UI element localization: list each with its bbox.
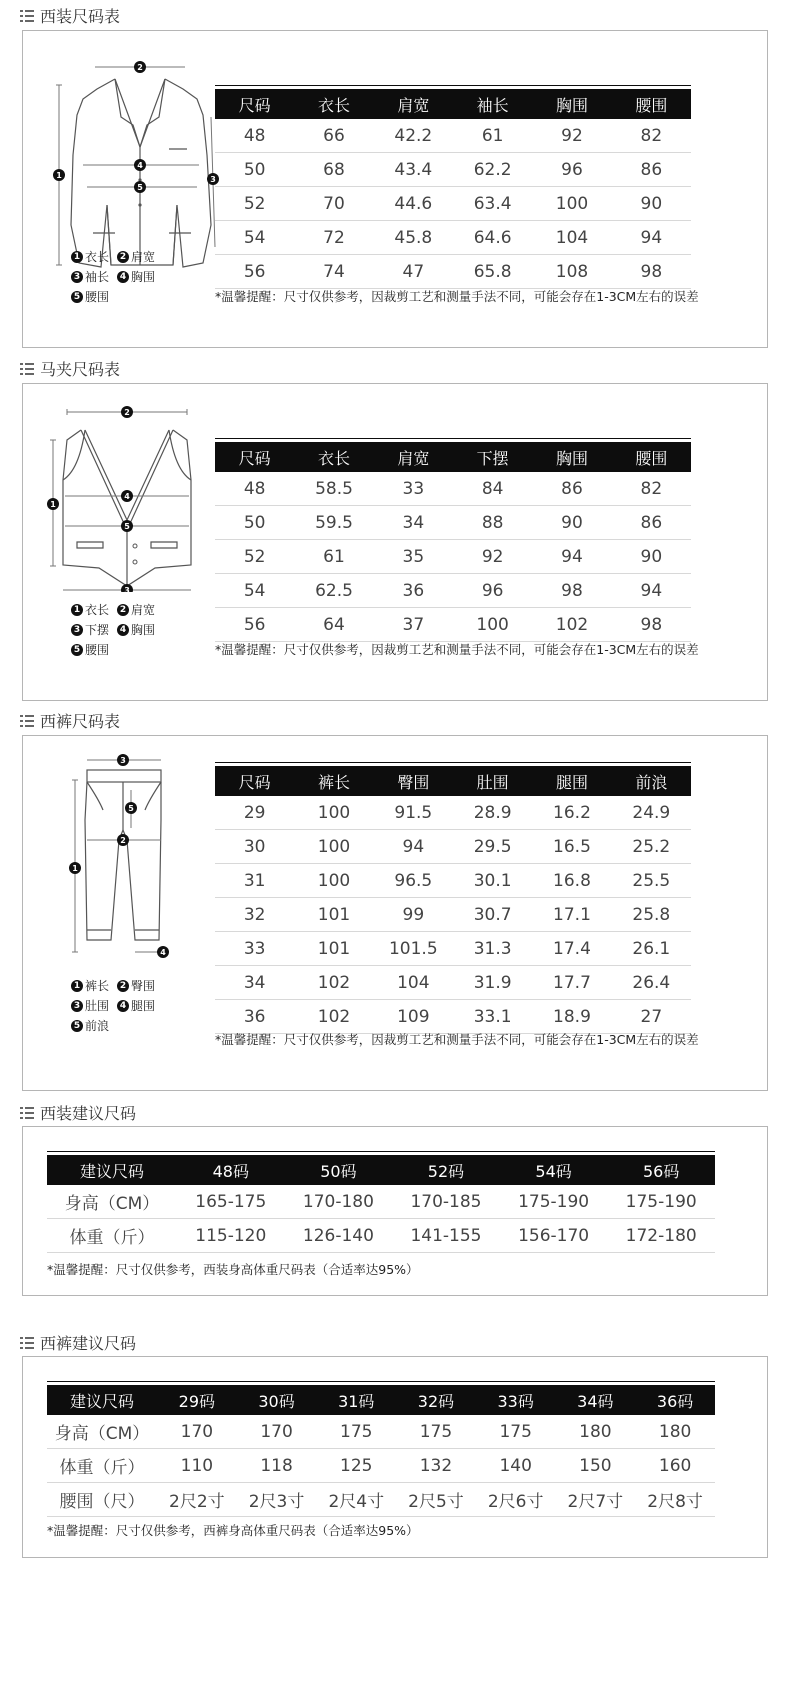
- legend-item: [71, 267, 109, 287]
- legend-item: [117, 247, 155, 267]
- legend-label: 袖长: [85, 270, 110, 284]
- table-header-cell: 33码: [476, 1385, 556, 1415]
- table-cell: 98: [612, 255, 691, 289]
- table-cell: 96: [532, 153, 611, 187]
- table-cell: 身高（CM）: [47, 1185, 177, 1219]
- table-row: [215, 255, 691, 289]
- table-cell: 180: [635, 1415, 715, 1449]
- table-cell: 102: [294, 1000, 373, 1034]
- table-row: [215, 608, 691, 642]
- table-header-cell: 52码: [392, 1155, 500, 1185]
- svg-text:1: 1: [50, 500, 56, 509]
- legend-label: 臀围: [131, 979, 156, 993]
- table-row: [215, 221, 691, 255]
- legend-label: 腰围: [85, 290, 110, 304]
- legend-item: [71, 640, 109, 660]
- list-icon: [20, 1337, 34, 1349]
- table-header-row: [215, 766, 691, 796]
- table-cell: 62.2: [453, 153, 532, 187]
- suit-size-table: [215, 85, 691, 289]
- list-icon: [20, 1107, 34, 1119]
- svg-text:4: 4: [160, 948, 166, 957]
- list-icon: [20, 363, 34, 375]
- table-cell: 94: [532, 540, 611, 574]
- table-row: [215, 119, 691, 153]
- trousers-recommend-box: [22, 1356, 768, 1558]
- table-cell: 170: [237, 1415, 317, 1449]
- table-cell: 82: [612, 472, 691, 506]
- table-header-cell: 建议尺码: [47, 1155, 177, 1185]
- legend-label: 腰围: [85, 643, 110, 657]
- table-row: [47, 1483, 715, 1517]
- table-cell: 110: [157, 1449, 237, 1483]
- table-cell: 30.1: [453, 864, 532, 898]
- table-row: [215, 540, 691, 574]
- number-badge-icon: 2: [117, 251, 129, 263]
- table-cell: 54: [215, 574, 294, 608]
- table-cell: 身高（CM）: [47, 1415, 157, 1449]
- legend-item: [71, 1016, 109, 1036]
- section-title-trousers-recommend: 西裤建议尺码: [20, 1331, 136, 1354]
- svg-text:5: 5: [128, 804, 134, 813]
- table-cell: 26.4: [612, 966, 691, 1000]
- legend-label: 肚围: [85, 999, 110, 1013]
- table-cell: 170-180: [285, 1185, 393, 1219]
- svg-text:4: 4: [124, 492, 130, 501]
- table-header-cell: 胸围: [532, 442, 611, 472]
- table-cell: 165-175: [177, 1185, 285, 1219]
- svg-text:3: 3: [120, 756, 126, 765]
- table-cell: 104: [532, 221, 611, 255]
- table-cell: 42.2: [374, 119, 453, 153]
- table-cell: 101: [294, 932, 373, 966]
- table-header-cell: 30码: [237, 1385, 317, 1415]
- legend-item: [71, 996, 109, 1016]
- table-cell: 33: [374, 472, 453, 506]
- table-cell: 体重（斤）: [47, 1219, 177, 1253]
- table-header-row: [215, 89, 691, 119]
- table-cell: 16.8: [532, 864, 611, 898]
- table-cell: 56: [215, 255, 294, 289]
- table-row: [215, 506, 691, 540]
- table-cell: 61: [453, 119, 532, 153]
- table-cell: 68: [294, 153, 373, 187]
- legend-label: 下摆: [85, 623, 110, 637]
- table-cell: 31.9: [453, 966, 532, 1000]
- trousers-recommend-note: *温馨提醒：尺寸仅供参考，西裤身高体重尺码表（合适率达95%）: [47, 1523, 419, 1538]
- table-header-cell: 48码: [177, 1155, 285, 1185]
- legend-item: [117, 620, 155, 640]
- table-row: [215, 898, 691, 932]
- table-row: [215, 153, 691, 187]
- number-badge-icon: 4: [117, 624, 129, 636]
- table-cell: 29: [215, 796, 294, 830]
- table-header-cell: 56码: [607, 1155, 715, 1185]
- table-cell: 100: [294, 830, 373, 864]
- table-header-cell: 衣长: [294, 442, 373, 472]
- section-title-suit-recommend: 西装建议尺码: [20, 1101, 136, 1124]
- table-row: [215, 864, 691, 898]
- table-cell: 99: [374, 898, 453, 932]
- legend-label: 腿围: [131, 999, 156, 1013]
- number-badge-icon: 1: [71, 251, 83, 263]
- legend-label: 衣长: [85, 603, 110, 617]
- vest-size-box: [22, 383, 768, 701]
- section-title-vest: 马夹尺码表: [20, 357, 120, 380]
- svg-text:4: 4: [137, 161, 143, 170]
- table-cell: 50: [215, 153, 294, 187]
- table-cell: 90: [532, 506, 611, 540]
- table-cell: 90: [612, 187, 691, 221]
- number-badge-icon: 5: [71, 1020, 83, 1032]
- table-cell: 16.2: [532, 796, 611, 830]
- suit-size-box: [22, 30, 768, 348]
- table-cell: 64.6: [453, 221, 532, 255]
- table-cell: 体重（斤）: [47, 1449, 157, 1483]
- table-cell: 2尺4寸: [316, 1483, 396, 1517]
- table-row: [215, 472, 691, 506]
- table-row: [215, 1000, 691, 1034]
- table-header-cell: 尺码: [215, 89, 294, 119]
- svg-text:2: 2: [124, 408, 130, 417]
- table-cell: 101: [294, 898, 373, 932]
- table-header-cell: 31码: [316, 1385, 396, 1415]
- table-cell: 63.4: [453, 187, 532, 221]
- legend-item: [117, 600, 155, 620]
- table-cell: 17.1: [532, 898, 611, 932]
- table-header-cell: 50码: [285, 1155, 393, 1185]
- table-header-row: [215, 442, 691, 472]
- vest-legend: [71, 600, 155, 660]
- table-cell: 140: [476, 1449, 556, 1483]
- legend-item: [117, 996, 155, 1016]
- legend-item: [71, 620, 109, 640]
- table-cell: 2尺7寸: [556, 1483, 636, 1517]
- table-cell: 43.4: [374, 153, 453, 187]
- table-cell: 30.7: [453, 898, 532, 932]
- table-header-row: [47, 1155, 715, 1185]
- table-cell: 150: [556, 1449, 636, 1483]
- legend-label: 胸围: [131, 270, 156, 284]
- table-header-cell: 肩宽: [374, 89, 453, 119]
- table-cell: 30: [215, 830, 294, 864]
- table-header-cell: 32码: [396, 1385, 476, 1415]
- trousers-size-box: [22, 735, 768, 1091]
- table-cell: 36: [215, 1000, 294, 1034]
- trousers-recommend-table: [47, 1381, 715, 1517]
- table-cell: 94: [612, 574, 691, 608]
- vest-size-table: [215, 438, 691, 642]
- section-title-trousers: 西裤尺码表: [20, 709, 120, 732]
- table-cell: 36: [374, 574, 453, 608]
- table-cell: 25.5: [612, 864, 691, 898]
- legend-item: [117, 267, 155, 287]
- table-header-cell: 肩宽: [374, 442, 453, 472]
- svg-text:2: 2: [120, 836, 126, 845]
- number-badge-icon: 3: [71, 624, 83, 636]
- table-header-cell: 36码: [635, 1385, 715, 1415]
- table-header-cell: 胸围: [532, 89, 611, 119]
- legend-label: 衣长: [85, 250, 110, 264]
- number-badge-icon: 1: [71, 604, 83, 616]
- table-cell: 160: [635, 1449, 715, 1483]
- table-cell: 2尺2寸: [157, 1483, 237, 1517]
- svg-text:3: 3: [210, 175, 216, 184]
- table-row: [215, 932, 691, 966]
- table-cell: 102: [532, 608, 611, 642]
- number-badge-icon: 3: [71, 271, 83, 283]
- table-header-cell: 尺码: [215, 766, 294, 796]
- number-badge-icon: 2: [117, 604, 129, 616]
- table-cell: 98: [612, 608, 691, 642]
- table-header-cell: 腿围: [532, 766, 611, 796]
- table-cell: 50: [215, 506, 294, 540]
- table-header-row: [47, 1385, 715, 1415]
- number-badge-icon: 3: [71, 1000, 83, 1012]
- legend-item: [71, 287, 109, 307]
- number-badge-icon: 5: [71, 644, 83, 656]
- table-cell: 175-190: [607, 1185, 715, 1219]
- legend-label: 前浪: [85, 1019, 110, 1033]
- table-cell: 45.8: [374, 221, 453, 255]
- table-cell: 82: [612, 119, 691, 153]
- table-header-cell: 34码: [556, 1385, 636, 1415]
- table-cell: 25.8: [612, 898, 691, 932]
- table-cell: 52: [215, 540, 294, 574]
- table-row: [47, 1449, 715, 1483]
- table-row: [215, 574, 691, 608]
- table-cell: 96: [453, 574, 532, 608]
- table-header-cell: 建议尺码: [47, 1385, 157, 1415]
- table-cell: 61: [294, 540, 373, 574]
- table-cell: 175: [396, 1415, 476, 1449]
- table-cell: 88: [453, 506, 532, 540]
- table-header-cell: 裤长: [294, 766, 373, 796]
- table-row: [47, 1219, 715, 1253]
- table-cell: 2尺3寸: [237, 1483, 317, 1517]
- table-cell: 100: [453, 608, 532, 642]
- table-header-cell: 衣长: [294, 89, 373, 119]
- table-cell: 96.5: [374, 864, 453, 898]
- table-cell: 102: [294, 966, 373, 1000]
- svg-text:5: 5: [124, 522, 130, 531]
- table-cell: 72: [294, 221, 373, 255]
- table-cell: 62.5: [294, 574, 373, 608]
- suit-jacket-diagram: [53, 55, 223, 275]
- suit-recommend-table: [47, 1151, 715, 1253]
- trousers-diagram: [63, 750, 203, 960]
- table-header-cell: 前浪: [612, 766, 691, 796]
- table-cell: 2尺6寸: [476, 1483, 556, 1517]
- table-cell: 115-120: [177, 1219, 285, 1253]
- legend-item: [71, 976, 109, 996]
- table-cell: 74: [294, 255, 373, 289]
- table-cell: 31.3: [453, 932, 532, 966]
- table-cell: 170-185: [392, 1185, 500, 1219]
- svg-text:1: 1: [56, 171, 62, 180]
- legend-label: 肩宽: [131, 250, 156, 264]
- table-cell: 92: [532, 119, 611, 153]
- suit-recommend-note: *温馨提醒：尺寸仅供参考，西装身高体重尺码表（合适率达95%）: [47, 1262, 419, 1277]
- table-cell: 26.1: [612, 932, 691, 966]
- table-cell: 34: [374, 506, 453, 540]
- table-cell: 109: [374, 1000, 453, 1034]
- table-cell: 94: [612, 221, 691, 255]
- table-cell: 56: [215, 608, 294, 642]
- number-badge-icon: 2: [117, 980, 129, 992]
- svg-text:5: 5: [137, 183, 143, 192]
- table-row: [215, 830, 691, 864]
- suit-note: *温馨提醒：尺寸仅供参考，因裁剪工艺和测量手法不同，可能会存在1-3CM左右的误差: [215, 289, 699, 304]
- table-cell: 64: [294, 608, 373, 642]
- number-badge-icon: 4: [117, 271, 129, 283]
- table-cell: 65.8: [453, 255, 532, 289]
- table-row: [215, 187, 691, 221]
- legend-label: 肩宽: [131, 603, 156, 617]
- number-badge-icon: 1: [71, 980, 83, 992]
- table-cell: 175: [476, 1415, 556, 1449]
- table-cell: 175-190: [500, 1185, 608, 1219]
- table-cell: 52: [215, 187, 294, 221]
- table-cell: 27: [612, 1000, 691, 1034]
- table-header-cell: 下摆: [453, 442, 532, 472]
- table-cell: 70: [294, 187, 373, 221]
- vest-note: *温馨提醒：尺寸仅供参考，因裁剪工艺和测量手法不同，可能会存在1-3CM左右的误差: [215, 642, 699, 657]
- table-cell: 24.9: [612, 796, 691, 830]
- table-header-cell: 尺码: [215, 442, 294, 472]
- table-cell: 2尺8寸: [635, 1483, 715, 1517]
- table-row: [215, 796, 691, 830]
- table-cell: 47: [374, 255, 453, 289]
- table-cell: 141-155: [392, 1219, 500, 1253]
- trousers-legend: [71, 976, 155, 1036]
- table-cell: 172-180: [607, 1219, 715, 1253]
- suit-legend: [71, 247, 155, 307]
- table-cell: 59.5: [294, 506, 373, 540]
- table-header-cell: 54码: [500, 1155, 608, 1185]
- table-cell: 18.9: [532, 1000, 611, 1034]
- legend-item: [71, 247, 109, 267]
- table-cell: 31: [215, 864, 294, 898]
- table-cell: 29.5: [453, 830, 532, 864]
- table-cell: 101.5: [374, 932, 453, 966]
- svg-text:2: 2: [137, 63, 143, 72]
- table-cell: 170: [157, 1415, 237, 1449]
- table-cell: 32: [215, 898, 294, 932]
- trousers-size-table: [215, 762, 691, 1034]
- section-title-suit: 西装尺码表: [20, 4, 120, 27]
- table-cell: 28.9: [453, 796, 532, 830]
- table-cell: 2尺5寸: [396, 1483, 476, 1517]
- table-row: [47, 1185, 715, 1219]
- suit-recommend-box: [22, 1126, 768, 1296]
- table-row: [47, 1415, 715, 1449]
- table-cell: 腰围（尺）: [47, 1483, 157, 1517]
- table-cell: 125: [316, 1449, 396, 1483]
- list-icon: [20, 10, 34, 22]
- table-cell: 17.4: [532, 932, 611, 966]
- table-cell: 33: [215, 932, 294, 966]
- table-header-cell: 腰围: [612, 89, 691, 119]
- number-badge-icon: 5: [71, 291, 83, 303]
- table-cell: 86: [532, 472, 611, 506]
- table-header-cell: 29码: [157, 1385, 237, 1415]
- table-cell: 90: [612, 540, 691, 574]
- table-cell: 94: [374, 830, 453, 864]
- legend-item: [117, 976, 155, 996]
- svg-text:1: 1: [72, 864, 78, 873]
- table-cell: 25.2: [612, 830, 691, 864]
- table-cell: 48: [215, 119, 294, 153]
- legend-label: 裤长: [85, 979, 110, 993]
- table-cell: 100: [294, 796, 373, 830]
- table-header-cell: 臀围: [374, 766, 453, 796]
- table-header-cell: 袖长: [453, 89, 532, 119]
- table-row: [215, 966, 691, 1000]
- table-header-cell: 腰围: [612, 442, 691, 472]
- table-cell: 84: [453, 472, 532, 506]
- legend-item: [71, 600, 109, 620]
- table-cell: 180: [556, 1415, 636, 1449]
- table-cell: 175: [316, 1415, 396, 1449]
- table-cell: 66: [294, 119, 373, 153]
- list-icon: [20, 715, 34, 727]
- table-cell: 91.5: [374, 796, 453, 830]
- table-cell: 98: [532, 574, 611, 608]
- table-cell: 100: [294, 864, 373, 898]
- table-cell: 100: [532, 187, 611, 221]
- table-cell: 16.5: [532, 830, 611, 864]
- table-cell: 118: [237, 1449, 317, 1483]
- table-cell: 156-170: [500, 1219, 608, 1253]
- table-cell: 54: [215, 221, 294, 255]
- table-cell: 33.1: [453, 1000, 532, 1034]
- table-cell: 44.6: [374, 187, 453, 221]
- trousers-note: *温馨提醒：尺寸仅供参考，因裁剪工艺和测量手法不同，可能会存在1-3CM左右的误差: [215, 1032, 699, 1047]
- table-header-cell: 肚围: [453, 766, 532, 796]
- legend-label: 胸围: [131, 623, 156, 637]
- svg-text:3: 3: [124, 586, 130, 592]
- table-cell: 37: [374, 608, 453, 642]
- table-cell: 132: [396, 1449, 476, 1483]
- table-cell: 58.5: [294, 472, 373, 506]
- table-cell: 104: [374, 966, 453, 1000]
- table-cell: 92: [453, 540, 532, 574]
- table-cell: 126-140: [285, 1219, 393, 1253]
- table-cell: 17.7: [532, 966, 611, 1000]
- table-cell: 48: [215, 472, 294, 506]
- table-cell: 35: [374, 540, 453, 574]
- table-cell: 86: [612, 153, 691, 187]
- number-badge-icon: 4: [117, 1000, 129, 1012]
- table-cell: 34: [215, 966, 294, 1000]
- table-cell: 108: [532, 255, 611, 289]
- table-cell: 86: [612, 506, 691, 540]
- vest-diagram: [39, 400, 199, 592]
